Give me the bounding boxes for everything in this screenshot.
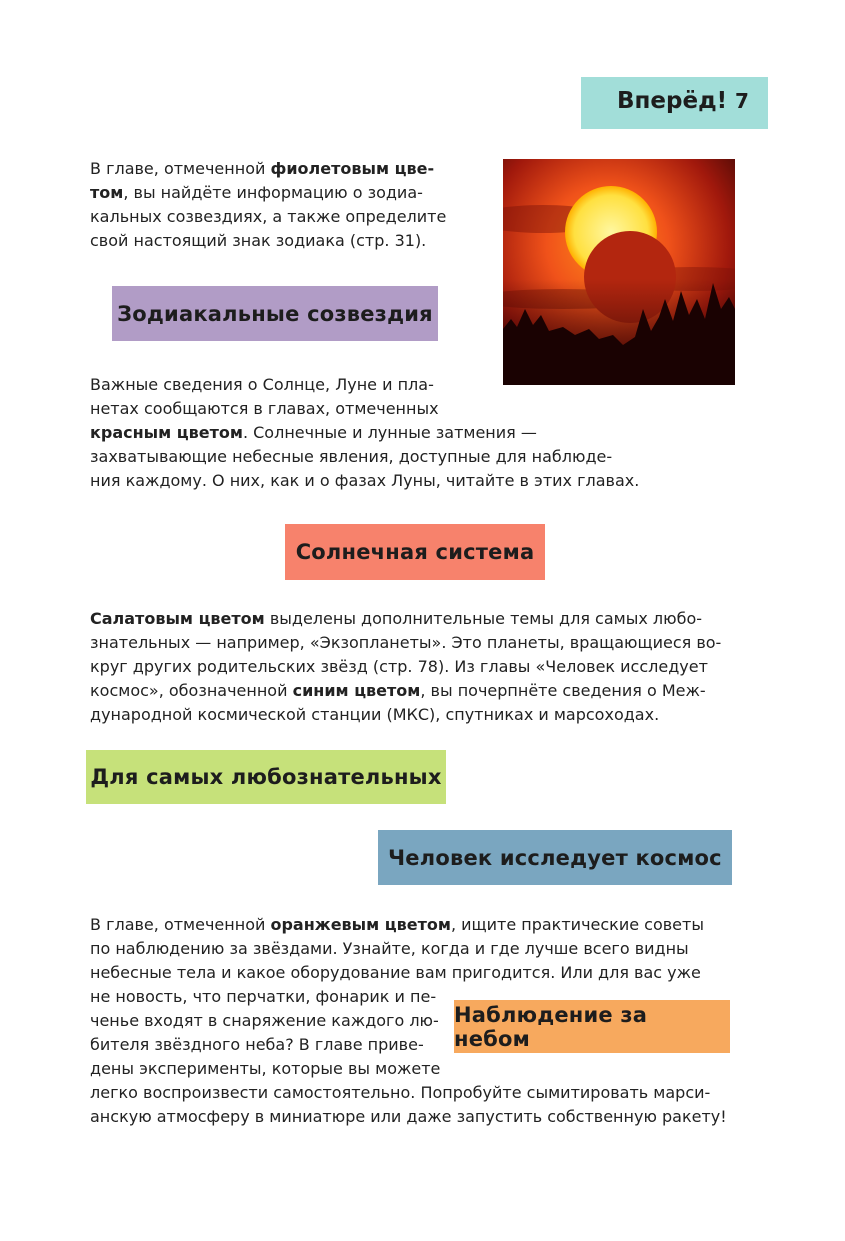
label-solar-system: Солнечная система bbox=[285, 524, 545, 580]
paragraph-observe: В главе, отмеченной оранжевым цветом, ищите практические советы по наблюдению за звёздами. Узнайте, когда и где лучше всего видны небесные тела и какое оборудование вам пригодится. Или для вас уже не новость, что перчатки, фонарик и пе- ченье входят в снаряжение каждого лю- бителя звёздного неба? В главе приве- дены эксперименты, которые вы можете легко воспроизвести самостоятельно. Попробуйте сымитировать марси- анскую атмосферу в миниатюре или даже запустить собственную ракету! bbox=[90, 915, 727, 1126]
label-human-space: Человек исследует космос bbox=[378, 830, 732, 885]
header-title: Вперёд! bbox=[617, 88, 728, 114]
chapter-header bbox=[581, 77, 768, 129]
solar-eclipse-photo bbox=[503, 159, 735, 385]
label-zodiac: Зодиакальные созвездия bbox=[112, 286, 438, 341]
paragraph-zodiac: В главе, отмеченной фиолетовым цве- том, вы найдёте информацию о зодиа- кальных созвездиях, а также определите свой настоящий знак зодиака (стр. 31). bbox=[90, 159, 447, 250]
eclipse-image bbox=[503, 159, 735, 385]
page-number: 7 bbox=[735, 89, 749, 113]
paragraph-curious: Салатовым цветом выделены дополнительные темы для самых любо- знательных — например, «Экзопланеты». Это планеты, вращающиеся во- круг других родительских звёзд (стр. 78). Из главы «Человек исследует космос», обозначенной синим цветом, вы почерпнёте сведения о Меж- дународной космической станции (МКС), спутниках и марсоходах. bbox=[90, 609, 722, 724]
paragraph-solar: Важные сведения о Солнце, Луне и пла- нетах сообщаются в главах, отмеченных красным цветом. Солнечные и лунные затмения — захватывающие небесные явления, доступные для наблюде- ния каждому. О них, как и о фазах Луны, читайте в этих главах. bbox=[90, 375, 640, 490]
label-sky-observation: Наблюдение за небом bbox=[454, 1000, 730, 1053]
label-curious: Для самых любознательных bbox=[86, 750, 446, 804]
